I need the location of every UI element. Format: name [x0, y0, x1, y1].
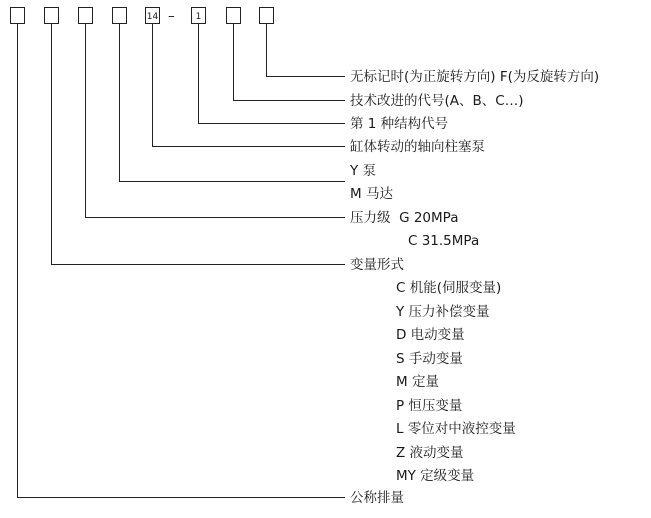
code-box-7 — [227, 8, 241, 24]
leader-line-4 — [120, 24, 346, 182]
label-var-my: MY 定级变量 — [396, 468, 475, 484]
leader-line-3 — [86, 24, 346, 218]
label-m-motor: M 马达 — [350, 186, 393, 202]
code-box-6-text: 1 — [195, 12, 202, 22]
leader-line-6 — [199, 24, 346, 124]
code-box-8 — [260, 8, 274, 24]
leader-line-8 — [267, 24, 346, 77]
leader-line-7 — [234, 24, 346, 101]
leader-line-5 — [153, 24, 346, 147]
label-var-d: D 电动变量 — [396, 327, 465, 343]
label-rotation-direction: 无标记时(为正旋转方向) F(为反旋转方向) — [350, 69, 600, 85]
code-separator: – — [168, 8, 175, 24]
label-y-pump: Y 泵 — [350, 163, 377, 179]
label-var-s: S 手动变量 — [396, 351, 463, 367]
label-var-l: L 零位对中液控变量 — [396, 421, 516, 437]
label-var-c: C 机能(伺服变量) — [396, 280, 502, 296]
label-var-y: Y 压力补偿变量 — [396, 304, 490, 320]
label-variable-form: 变量形式 — [350, 257, 404, 273]
code-box-1 — [11, 8, 25, 24]
label-nominal-displacement: 公称排量 — [350, 490, 404, 506]
label-pressure-c: C 31.5MPa — [408, 233, 480, 249]
label-var-z: Z 液动变量 — [396, 445, 464, 461]
leader-line-1 — [18, 24, 346, 498]
code-box-2 — [45, 8, 59, 24]
label-pump-type: 缸体转动的轴向柱塞泵 — [350, 139, 485, 155]
label-var-p: P 恒压变量 — [396, 398, 463, 414]
code-box-3 — [79, 8, 93, 24]
label-var-m: M 定量 — [396, 374, 439, 390]
code-box-5-text: 14 — [146, 12, 159, 22]
label-pressure-g: 压力级 G 20MPa — [350, 210, 459, 226]
code-box-4 — [113, 8, 127, 24]
label-improvement-code: 技术改进的代号(A、B、C…) — [350, 93, 524, 109]
label-structure-code: 第 1 种结构代号 — [350, 116, 449, 132]
